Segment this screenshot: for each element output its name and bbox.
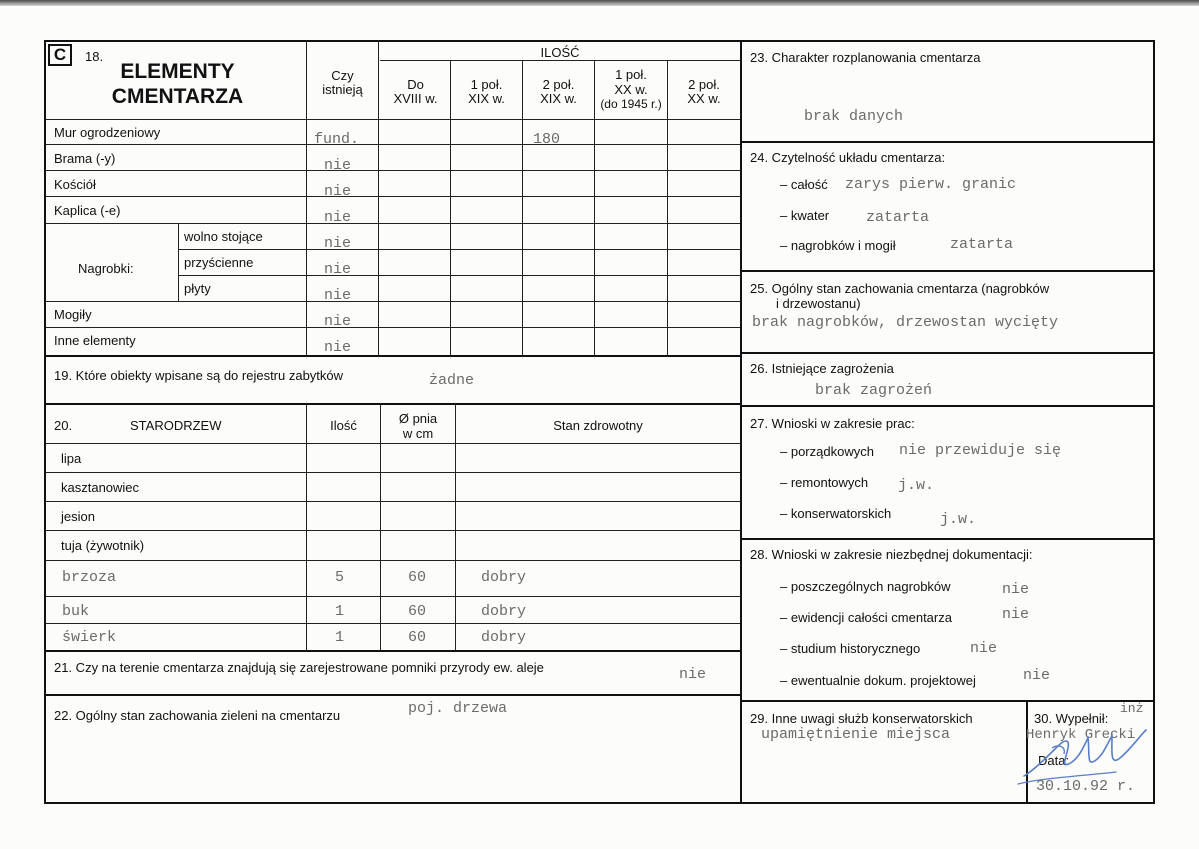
row-line <box>178 275 740 276</box>
exists-kaplica: nie <box>324 209 352 226</box>
s28-item-studium-label: – studium historycznego <box>780 641 921 656</box>
tree-count-swierk: 1 <box>335 629 345 646</box>
mur-count-2pol-xix: 180 <box>533 131 561 148</box>
section-30-title-abbrev: inż <box>1120 701 1144 716</box>
s27-item-remontowych-label: – remontowych <box>780 475 869 490</box>
tree-name-kasztanowiec: kasztanowiec <box>61 480 140 495</box>
period-2-line1: 1 poł. <box>470 77 503 92</box>
section-19-label: 19. Które obiekty wpisane są do rejestru zabytków <box>54 368 344 383</box>
exists-plyty: nie <box>324 287 352 304</box>
tree-count-brzoza: 5 <box>335 569 345 586</box>
s20-row-line <box>46 623 740 624</box>
section-18-title-line1: ELEMENTY <box>120 60 235 83</box>
s20-row-line <box>46 443 740 444</box>
elements-header-divider <box>46 119 740 120</box>
s28-item-ewidencji-label: – ewidencji całości cmentarza <box>780 610 952 625</box>
s20-header-ilosc: Ilość <box>330 418 357 433</box>
row-line <box>46 327 740 328</box>
s27-item-porzadkowych-label: – porządkowych <box>780 444 874 459</box>
row-label-mogily: Mogiły <box>54 307 92 322</box>
section-30-date: 30.10.92 r. <box>1036 778 1136 795</box>
period-4-line3: (do 1945 r.) <box>600 97 662 111</box>
section-23-value: brak danych <box>804 108 904 125</box>
s27-item-konserwatorskich-label: – konserwatorskich <box>780 506 892 521</box>
row-label-kaplica: Kaplica (-e) <box>54 203 121 218</box>
section-30-label: 30. Wypełnił: <box>1034 711 1109 726</box>
section-23-label: 23. Charakter rozplanowania cmentarza <box>750 50 981 65</box>
period-1-line1: Do <box>407 77 424 92</box>
s20-col-divider <box>306 405 307 650</box>
section-25-label-line1: 25. Ogólny stan zachowania cmentarza (nagrobków <box>750 281 1050 296</box>
period-4-line2: XX w. <box>614 82 648 97</box>
s20-header-stan: Stan zdrowotny <box>553 418 643 433</box>
section-18-number: 18. <box>85 49 104 64</box>
section-20-number: 20. <box>54 418 73 433</box>
row-label-kosciol: Kościół <box>54 177 96 192</box>
s20-header-pien-line2: w cm <box>402 426 434 441</box>
czy-istnieja-line1: Czy <box>331 68 354 83</box>
tree-name-lipa: lipa <box>61 451 82 466</box>
s24-item-calosc-label: – całość <box>780 177 828 192</box>
section-29-value: upamiętnienie miejsca <box>761 726 951 743</box>
row-line <box>46 144 740 145</box>
czy-istnieja-line2: istnieją <box>322 82 363 97</box>
section-29-label: 29. Inne uwagi służb konserwatorskich <box>750 711 973 726</box>
s28-item-ewidencji-value: nie <box>1002 606 1030 623</box>
row-label-inne: Inne elementy <box>54 333 136 348</box>
period-5-line2: XX w. <box>687 91 721 106</box>
section-30-name: Henryk Grecki <box>1026 727 1136 743</box>
s28-item-studium-value: nie <box>970 640 998 657</box>
tree-diameter-brzoza: 60 <box>408 569 427 586</box>
row-label-plyty: płyty <box>184 281 211 296</box>
tree-name-brzoza: brzoza <box>62 569 117 586</box>
scan-top-edge <box>0 0 1199 6</box>
row-line <box>46 301 740 302</box>
section-19-value: żadne <box>429 372 475 389</box>
s20-row-line <box>46 530 740 531</box>
row-line <box>46 223 740 224</box>
exists-kosciol: nie <box>324 183 352 200</box>
s27-item-remontowych-value: j.w. <box>898 477 935 494</box>
s28-item-nagrobkow-value: nie <box>1002 581 1030 598</box>
s24-item-nagrobkow-label: – nagrobków i mogił <box>780 238 896 253</box>
period-1-line2: XVIII w. <box>393 91 438 106</box>
section-26-value: brak zagrożeń <box>815 382 933 399</box>
row-label-wolno-stojace: wolno stojące <box>184 229 263 244</box>
tree-name-tuja: tuja (żywotnik) <box>61 538 145 553</box>
s24-item-nagrobkow-value: zatarta <box>950 236 1014 253</box>
section-21-label: 21. Czy na terenie cmentarza znajdują się zarejestrowane pomniki przyrody ew. aleje <box>54 660 544 675</box>
exists-inne: nie <box>324 339 352 356</box>
section-26-label: 26. Istniejące zagrożenia <box>750 361 894 376</box>
section-22-value: poj. drzewa <box>408 700 508 717</box>
section-25-label-line2: i drzewostanu) <box>776 296 861 311</box>
s28-item-nagrobkow-label: – poszczególnych nagrobków <box>780 579 951 594</box>
period-5-line1: 2 poł. <box>688 77 720 92</box>
section-24-label: 24. Czytelność układu cmentarza: <box>750 150 946 165</box>
section-25-value: brak nagrobków, drzewostan wycięty <box>752 314 1059 331</box>
period-3-line1: 2 poł. <box>542 77 575 92</box>
tree-name-swierk: świerk <box>62 629 117 646</box>
s20-col-divider <box>455 405 456 650</box>
s20-row-line <box>46 472 740 473</box>
s28-item-projektowej-value: nie <box>1023 667 1051 684</box>
exists-przyscienne: nie <box>324 261 352 278</box>
tree-health-brzoza: dobry <box>481 569 527 586</box>
col-divider-nagrobki <box>178 223 179 301</box>
exists-wolno-stojace: nie <box>324 235 352 252</box>
section-22-label: 22. Ogólny stan zachowania zieleni na cmentarzu <box>54 708 341 723</box>
exists-mogily: nie <box>324 313 352 330</box>
tree-health-buk: dobry <box>481 603 527 620</box>
s20-row-line <box>46 560 740 561</box>
row-label-przyscienne: przyścienne <box>184 255 254 270</box>
row-line <box>46 196 740 197</box>
section-letter-box: C <box>48 44 72 66</box>
s20-row-line <box>46 596 740 597</box>
section-30-date-label: Data: <box>1038 753 1070 768</box>
s24-item-kwater-value: zatarta <box>866 209 930 226</box>
ilosc-header: ILOŚĆ <box>540 45 580 60</box>
period-3-line2: XIX w. <box>540 91 577 106</box>
row-label-brama: Brama (-y) <box>54 151 116 166</box>
tree-name-jesion: jesion <box>61 509 95 524</box>
tree-name-buk: buk <box>62 603 90 620</box>
s20-row-line <box>46 501 740 502</box>
exists-brama: nie <box>324 157 352 174</box>
col-divider-ilosc <box>378 42 379 355</box>
period-2-line2: XIX w. <box>468 91 505 106</box>
s24-item-calosc-value: zarys pierw. granic <box>845 176 1017 193</box>
row-line <box>178 249 740 250</box>
s27-item-konserwatorskich-value: j.w. <box>940 511 977 528</box>
section-21-value: nie <box>679 666 707 683</box>
exists-mur: fund. <box>314 131 360 148</box>
tree-count-buk: 1 <box>335 603 345 620</box>
period-4-line1: 1 poł. <box>615 67 647 82</box>
row-label-nagrobki: Nagrobki: <box>78 261 134 276</box>
ilosc-divider <box>380 60 740 61</box>
tree-diameter-buk: 60 <box>408 603 427 620</box>
s20-header-pien-line1: Ø pnia <box>398 411 438 426</box>
s24-item-kwater-label: – kwater <box>780 208 830 223</box>
s27-item-porzadkowych-value: nie przewiduje się <box>899 442 1062 459</box>
section-18-title-line2: CMENTARZA <box>111 85 244 108</box>
s20-col-divider <box>380 405 381 650</box>
section-28-label: 28. Wnioski w zakresie niezbędnej dokumentacji: <box>750 547 1033 562</box>
section-20-title: STARODRZEW <box>130 418 222 433</box>
tree-diameter-swierk: 60 <box>408 629 427 646</box>
row-label-mur: Mur ogrodzeniowy <box>54 125 161 140</box>
row-line <box>46 170 740 171</box>
s28-item-projektowej-label: – ewentualnie dokum. projektowej <box>780 673 976 688</box>
tree-health-swierk: dobry <box>481 629 527 646</box>
section-27-label: 27. Wnioski w zakresie prac: <box>750 416 915 431</box>
signature-scribble <box>1012 718 1152 790</box>
